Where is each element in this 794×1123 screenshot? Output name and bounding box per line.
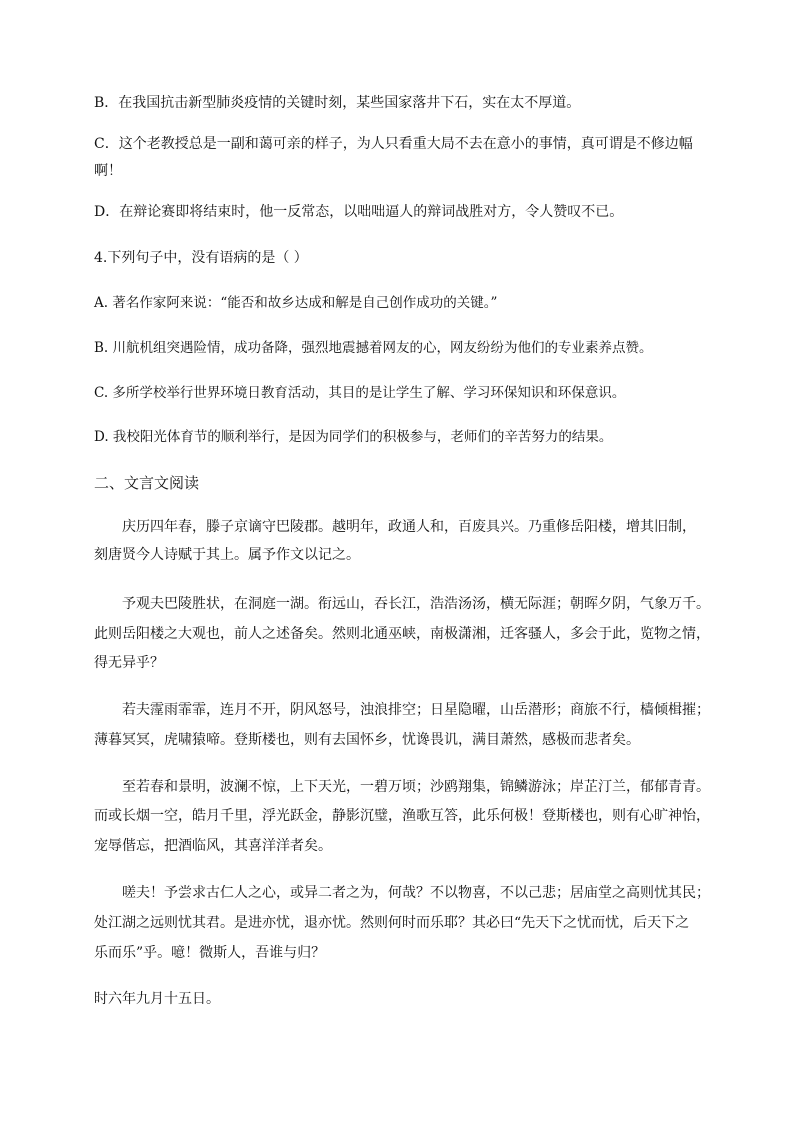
- passage-p5-line2: 处江湖之远则忧其君。是进亦忧，退亦忧。然则何时而乐耶？其必曰“先天下之忧而忧，后天下之: [94, 915, 690, 931]
- q3-option-b: B．在我国抗击新型肺炎疫情的关键时刻，某些国家落井下石，实在太不厚道。: [94, 95, 581, 111]
- passage-p4-line3: 宠辱偕忘，把酒临风，其喜洋洋者矣。: [94, 838, 332, 854]
- passage-p2-line2: 此则岳阳楼之大观也，前人之述备矣。然则北通巫峡，南极潇湘，迁客骚人，多会于此，览物之情，: [94, 626, 710, 642]
- passage-p3-line2: 薄暮冥冥，虎啸猿啼。登斯楼也，则有去国怀乡，忧谗畏讥，满目萧然，感极而悲者矣。: [94, 732, 640, 748]
- q4-option-d: D. 我校阳光体育节的顺利举行，是因为同学们的积极参与，老师们的辛苦努力的结果。: [94, 429, 613, 445]
- passage-p4-line2: 而或长烟一空，皓月千里，浮光跃金，静影沉璧，渔歌互答，此乐何极！登斯楼也，则有心旷神怡，: [94, 808, 710, 824]
- q3-option-c-line1: C．这个老教授总是一副和蔼可亲的样子，为人只看重大局不去在意小的事情，真可谓是不修边幅: [94, 136, 693, 152]
- q4-option-b: B. 川航机组突遇险情，成功备降，强烈地震撼着网友的心，网友纷纷为他们的专业素养点赞。: [94, 340, 653, 356]
- passage-p5-line3: 乐而乐”乎。噫！微斯人，吾谁与归？: [94, 945, 326, 961]
- passage-p3-line1: 若夫霪雨霏霏，连月不开，阴风怒号，浊浪排空；日星隐曜，山岳潜形；商旅不行，樯倾楫摧；: [122, 702, 710, 718]
- passage-p1-line1: 庆历四年春，滕子京谪守巴陵郡。越明年，政通人和，百废具兴。乃重修岳阳楼，增其旧制，: [122, 519, 696, 535]
- passage-p4-line1: 至若春和景明，波澜不惊，上下天光，一碧万顷；沙鸥翔集，锦鳞游泳；岸芷汀兰，郁郁青青。: [122, 779, 710, 795]
- passage-p1-line2: 刻唐贤今人诗赋于其上。属予作文以记之。: [94, 547, 360, 563]
- passage-p2-line1: 予观夫巴陵胜状，在洞庭一湖。衔远山，吞长江，浩浩汤汤，横无际涯；朝晖夕阴，气象万千。: [122, 596, 710, 612]
- q4-stem: 4.下列句子中，没有语病的是（ ）: [94, 250, 308, 266]
- q3-option-c-line2: 啊！: [94, 163, 122, 179]
- passage-date: 时六年九月十五日。: [94, 991, 220, 1007]
- passage-p5-line1: 嗟夫！予尝求古仁人之心，或异二者之为，何哉？不以物喜，不以己悲；居庙堂之高则忧其民；: [122, 885, 710, 901]
- q4-option-a: A. 著名作家阿来说：“能否和故乡达成和解是自己创作成功的关键。”: [94, 295, 498, 311]
- q4-option-c: C. 多所学校举行世界环境日教育活动，其目的是让学生了解、学习环保知识和环保意识。: [94, 385, 626, 401]
- passage-p2-line3: 得无异乎？: [94, 655, 164, 671]
- q3-option-d: D．在辩论赛即将结束时，他一反常态，以咄咄逼人的辩词战胜对方，令人赞叹不已。: [94, 204, 624, 220]
- section-heading: 二、文言文阅读: [94, 474, 200, 492]
